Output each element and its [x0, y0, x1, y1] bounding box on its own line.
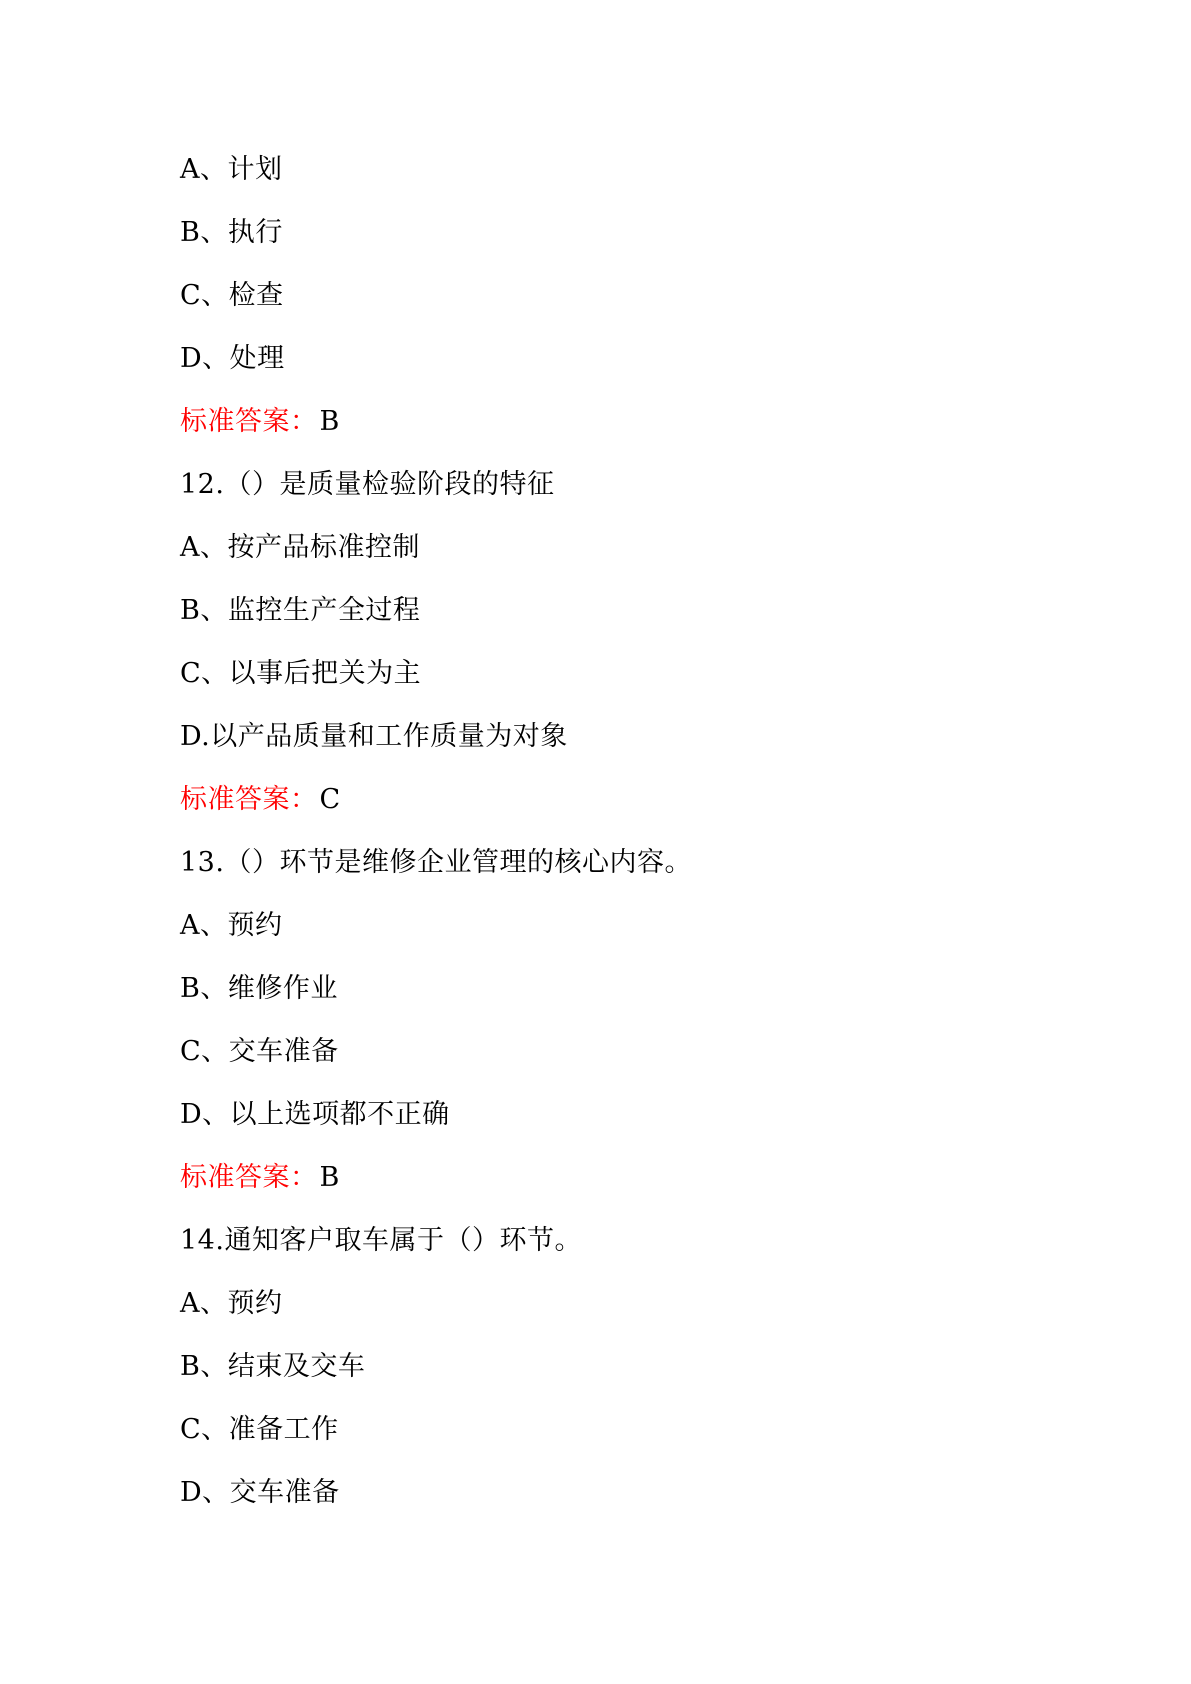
- q14-option-b: B、结束及交车: [180, 1351, 366, 1382]
- q11-answer: [180, 404, 340, 440]
- q13-answer: [180, 1160, 340, 1196]
- q14-option-d: D、交车准备: [180, 1477, 340, 1508]
- q11-option-c: C、检查: [180, 280, 284, 311]
- q13-option-d: D、以上选项都不正确: [180, 1099, 450, 1130]
- q13-option-c: C、交车准备: [180, 1036, 339, 1067]
- q13-answer-label: 标准答案：: [180, 1162, 318, 1193]
- q12-answer-value: C: [319, 784, 341, 815]
- q11-option-d: D、处理: [180, 343, 285, 374]
- q11-answer-value: B: [319, 406, 340, 437]
- q12-answer: [180, 782, 341, 818]
- q12-question: 12.（）是质量检验阶段的特征: [180, 469, 555, 500]
- q12-option-d: D.以产品质量和工作质量为对象: [180, 721, 568, 752]
- q12-option-a: A、按产品标准控制: [180, 532, 420, 563]
- q13-question: 13.（）环节是维修企业管理的核心内容。: [180, 847, 692, 878]
- q12-answer-label: 标准答案：: [180, 784, 318, 815]
- q14-option-a: A、预约: [180, 1288, 283, 1319]
- q13-answer-value: B: [319, 1162, 340, 1193]
- q12-option-b: B、监控生产全过程: [180, 595, 421, 626]
- q12-option-c: C、以事后把关为主: [180, 658, 422, 689]
- q11-answer-label: 标准答案：: [180, 406, 318, 437]
- q11-option-a: A、计划: [180, 154, 283, 185]
- q13-option-a: A、预约: [180, 910, 283, 941]
- q11-option-b: B、执行: [180, 217, 283, 248]
- q14-question: 14.通知客户取车属于（）环节。: [180, 1225, 582, 1256]
- q13-option-b: B、维修作业: [180, 973, 338, 1004]
- q14-option-c: C、准备工作: [180, 1414, 339, 1445]
